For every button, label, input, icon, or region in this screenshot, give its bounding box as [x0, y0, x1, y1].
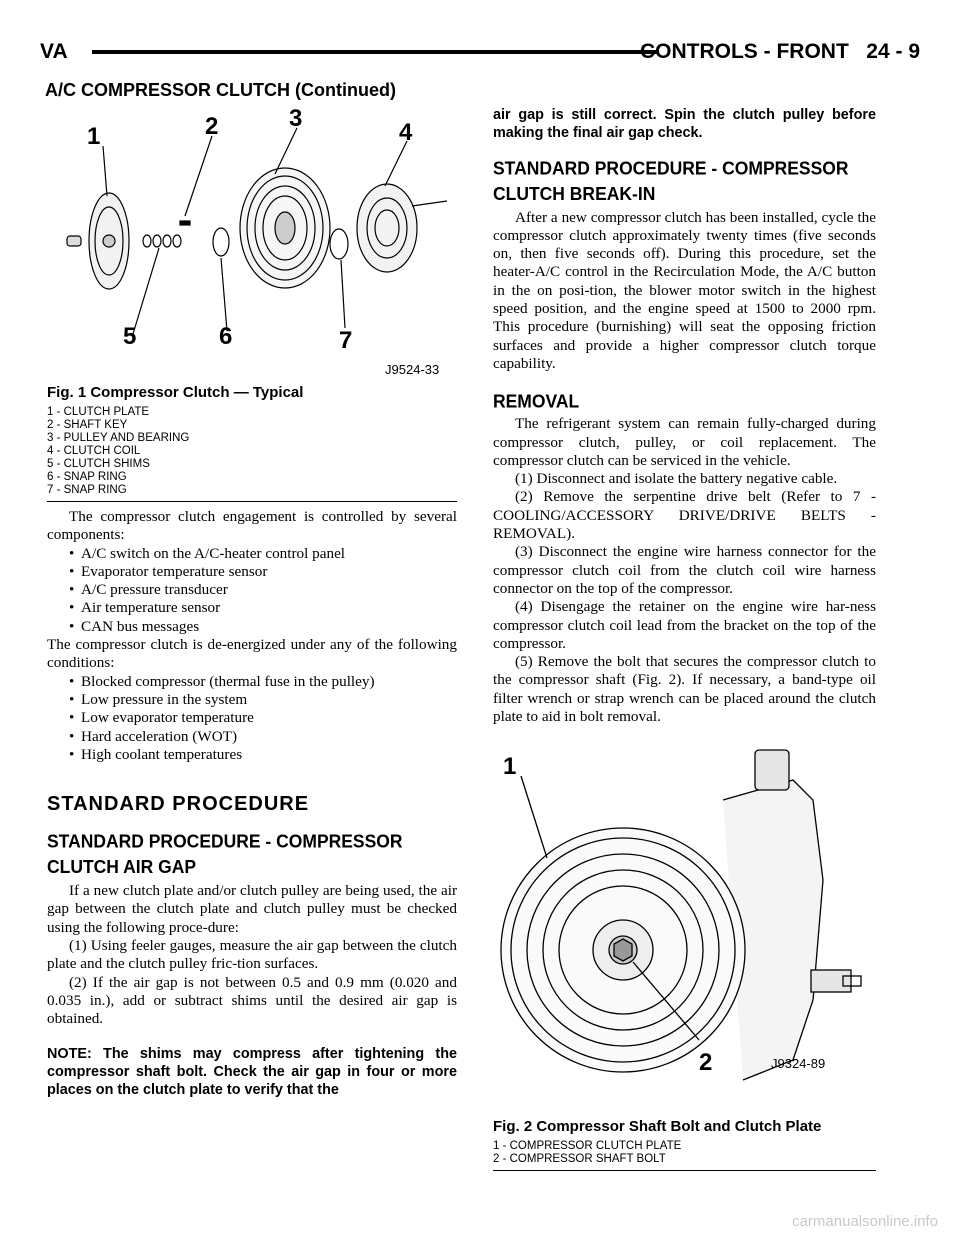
header-right: CONTROLS - FRONT 24 - 9 [639, 40, 920, 63]
list-item: • A/C pressure transducer [69, 581, 457, 599]
figure-2 [493, 740, 876, 1118]
paragraph: (3) Disconnect the engine wire harness connector for the compressor clutch coil from the clutch coil wire harness connector on the top of the compressor. [493, 543, 876, 597]
paragraph: (5) Remove the bolt that secures the compressor clutch to the compressor shaft (Fig. 2). If necessary, a band-type oil filter wrench or strap wrench can be placed around the clutch plate to aid in bolt removal. [493, 653, 876, 726]
fig1-legend-item: 7 - SNAP RING [47, 484, 127, 496]
left-column [47, 106, 457, 1099]
fig2-legend-item: 1 - COMPRESSOR CLUTCH PLATE [493, 1140, 682, 1153]
fig1-legend-item: 5 - CLUTCH SHIMS [47, 458, 150, 470]
fig1-code: J9524-33 [385, 362, 440, 377]
fig1-callout-6: 6 [219, 323, 233, 350]
fig1-callout-4: 4 [399, 119, 413, 146]
list-item: • Hard acceleration (WOT) [69, 728, 457, 746]
fig1-callout-1: 1 [87, 123, 101, 150]
fig1-rule [47, 501, 457, 502]
fig1-legend-item: 6 - SNAP RING [47, 471, 127, 483]
figure-1 [47, 106, 457, 384]
header-rule [92, 50, 658, 54]
compressor-clutch-diagram [47, 106, 457, 384]
list-item: • Low pressure in the system [69, 691, 457, 709]
subsection-heading-removal: REMOVAL [493, 390, 580, 412]
fig1-legend-item: 2 - SHAFT KEY [47, 419, 128, 431]
intro-paragraph: The compressor clutch engagement is controlled by several components: [47, 508, 457, 544]
fig2-legend-item: 2 - COMPRESSOR SHAFT BOLT [493, 1153, 666, 1166]
paragraph: After a new compressor clutch has been installed, cycle the compressor clutch approximately twenty times (five seconds on, then five seconds off). During this procedure, set the heater-A/C control in the Recirculation Mode, the A/C button in the on posi-tion, the blower motor switch in the highest speed position, and the engine speed at 1500 to 2000 rpm. This procedure (burnishing) will seat the opposing friction surfaces and provide a higher compressor clutch torque capability. [493, 208, 876, 372]
paragraph: If a new clutch plate and/or clutch pulley are being used, the air gap between the clutch plate and clutch pulley must be checked using the following proce-dure: [47, 882, 457, 936]
page-header [40, 40, 920, 70]
fig2-code: J9324-89 [771, 1056, 826, 1072]
list-item: • High coolant temperatures [69, 746, 457, 764]
right-column [493, 106, 876, 1171]
compressor-shaft-bolt-diagram [493, 740, 876, 1118]
header-left: VA [40, 40, 68, 63]
paragraph: (2) Remove the serpentine drive belt (Refer to 7 - COOLING/ACCESSORY DRIVE/DRIVE BELTS - REMOVAL). [493, 488, 876, 543]
list-item: • Evaporator temperature sensor [69, 563, 457, 581]
watermark: carmanualsonline.info [792, 1213, 938, 1230]
fig2-legend [493, 1140, 876, 1166]
list-item: • Air temperature sensor [69, 599, 457, 617]
fig1-legend [47, 406, 457, 497]
list-item: • Blocked compressor (thermal fuse in the pulley) [69, 673, 457, 691]
fig1-caption: Fig. 1 Compressor Clutch — Typical [47, 384, 304, 401]
fig1-callout-3: 3 [289, 106, 303, 132]
fig2-callout-1: 1 [503, 753, 517, 781]
fig1-legend-item: 4 - CLUTCH COIL [47, 445, 141, 457]
fig1-callout-2: 2 [205, 113, 219, 140]
paragraph: (1) Disconnect and isolate the battery negative cable. [515, 470, 838, 488]
paragraph: (2) If the air gap is not between 0.5 and 0.9 mm (0.020 and 0.035 in.), add or subtract shims until the desired air gap is obtained. [47, 973, 457, 1028]
fig1-callout-5: 5 [123, 323, 137, 350]
fig2-callout-2: 2 [699, 1049, 713, 1077]
paragraph: (4) Disengage the retainer on the engine wire har-ness compressor clutch coil lead from the bracket on the top of the compressor. [493, 598, 876, 652]
note: NOTE: The shims may compress after tightening the compressor shaft bolt. Check the air gap in four or more places on the clutch plate to verify that the [47, 1045, 457, 1099]
list-item: • CAN bus messages [69, 618, 457, 636]
fig1-legend-item: 3 - PULLEY AND BEARING [47, 432, 190, 444]
fig2-caption: Fig. 2 Compressor Shaft Bolt and Clutch Plate [493, 1118, 822, 1136]
deenergize-paragraph: The compressor clutch is de-energized under any of the following conditions: [47, 636, 457, 672]
list-item: • A/C switch on the A/C-heater control panel [69, 545, 457, 563]
paragraph: (1) Using feeler gauges, measure the air gap between the clutch plate and the clutch pulley fric-tion surfaces. [47, 937, 457, 973]
section-heading: STANDARD PROCEDURE [47, 793, 310, 816]
list-item: • Low evaporator temperature [69, 709, 457, 727]
fig1-callout-7: 7 [339, 327, 353, 354]
paragraph: The refrigerant system can remain fully-charged during compressor clutch, pulley, or coil replacement. The compressor clutch can be serviced in the vehicle. [493, 415, 876, 469]
continued-heading: A/C COMPRESSOR CLUTCH (Continued) [45, 80, 396, 100]
subsection-heading-air-gap: STANDARD PROCEDURE - COMPRESSOR CLUTCH AIR GAP [47, 831, 403, 878]
fig1-legend-item: 1 - CLUTCH PLATE [47, 406, 150, 418]
subsection-heading-break-in: STANDARD PROCEDURE - COMPRESSOR CLUTCH BREAK-IN [493, 157, 849, 204]
note-continued: air gap is still correct. Spin the clutch pulley before making the final air gap check. [493, 107, 876, 142]
fig2-rule [493, 1170, 876, 1171]
conditions-list [69, 673, 457, 764]
controls-list [69, 545, 457, 636]
